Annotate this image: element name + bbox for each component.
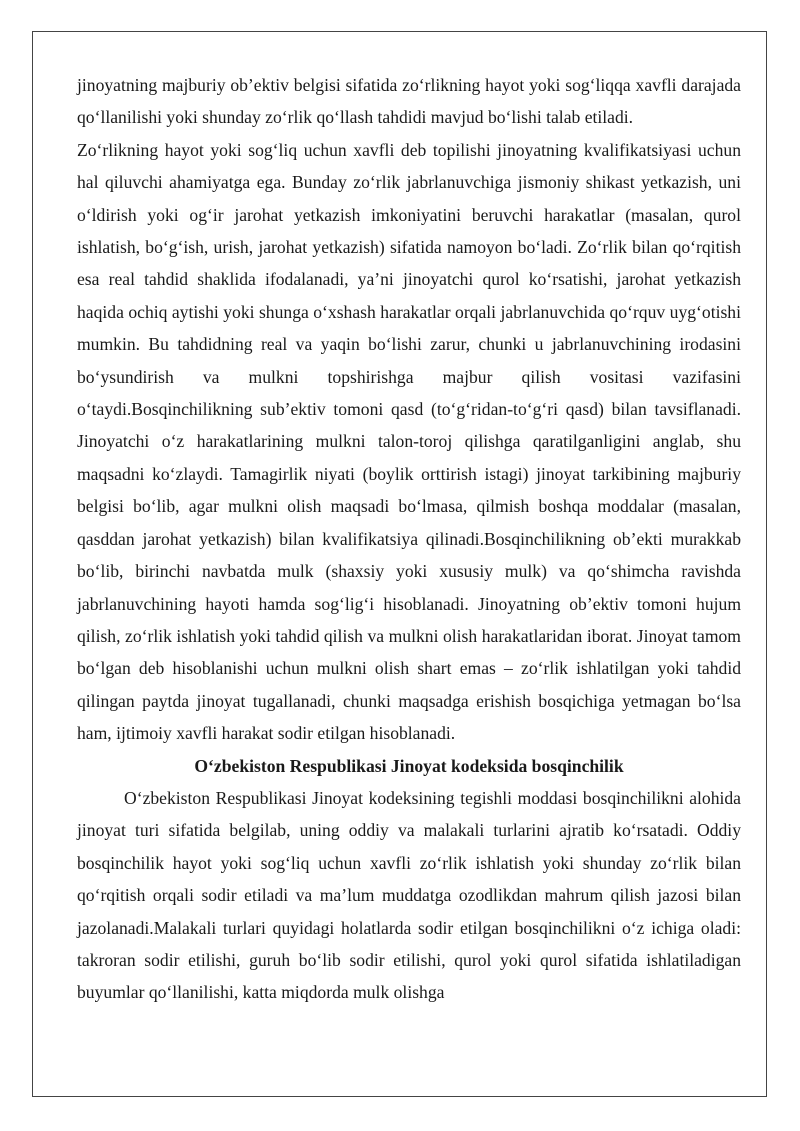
document-body [77,69,741,1009]
paragraph-2: Zo‘rlikning hayot yoki sog‘liq uchun xavfli deb topilishi jinoyatning kvalifikatsiyasi uchun hal qiluvchi ahamiyatga ega. Bunday zo‘rlik jabrlanuvchiga jismoniy shikast yetkazish, uni o‘ldirish yoki og‘ir jarohat yetkazish imkoniyatini beruvchi harakatlar (masalan, qurol ishlatish, bo‘g‘ish, urish, jarohat yetkazish) sifatida namoyon bo‘ladi. Zo‘rlik bilan qo‘rqitish esa real tahdid shaklida ifodalanadi, ya’ni jinoyatchi qurol ko‘rsatishi, jarohat yetkazish haqida ochiq aytishi yoki shunga o‘xshash harakatlar orqali jabrlanuvchida qo‘rquv uyg‘otishi mumkin. Bu tahdidning real va yaqin bo‘lishi zarur, chunki u jabrlanuvchining irodasini bo‘ysundirish va mulkni topshirishga majbur qilish vositasi vazifasini o‘taydi.Bosqinchilikning sub’ektiv tomoni qasd (to‘g‘ridan-to‘g‘ri qasd) bilan tavsiflanadi. Jinoyatchi o‘z harakatlarining mulkni talon-toroj qilishga qaratilganligini anglab, shu maqsadni ko‘zlaydi. Tamagirlik niyati (boylik orttirish istagi) jinoyat tarkibining majburiy belgisi bo‘lib, agar mulkni olish maqsadi bo‘lmasa, qilmish boshqa moddalar (masalan, qasddan jarohat yetkazish) bilan kvalifikatsiya qilinadi.Bosqinchilikning ob’ekti murakkab bo‘lib, birinchi navbatda mulk (shaxsiy yoki xususiy mulk) va qo‘shimcha ravishda jabrlanuvchining hayoti hamda sog‘lig‘i hisoblanadi. Jinoyatning ob’ektiv tomoni hujum qilish, zo‘rlik ishlatish yoki tahdid qilish va mulkni olish harakatlaridan iborat. Jinoyat tamom bo‘lgan deb hisoblanishi uchun mulkni olish shart emas – zo‘rlik ishlatilgan yoki tahdid qilingan paytda jinoyat tugallanadi, chunki maqsadga erishish bosqichiga yetmagan bo‘lsa ham, ijtimoiy xavfli harakat sodir etilgan hisoblanadi. [77,139,741,744]
paragraph-1: jinoyatning majburiy ob’ektiv belgisi sifatida zo‘rlikning hayot yoki sog‘liqqa xavfli darajada qo‘llanilishi yoki shunday zo‘rlik qo‘llash tahdidi mavjud bo‘lishi talab etiladi. [77,75,741,128]
paragraph-3: O‘zbekiston Respublikasi Jinoyat kodeksining tegishli moddasi bosqinchilikni alohida jinoyat turi sifatida belgilab, uning oddiy va malakali turlarini ajratib ko‘rsatadi. Oddiy bosqinchilik hayot yoki sog‘liq uchun xavfli zo‘rlik ishlatish yoki shunday zo‘rlik bilan qo‘rqitish orqali sodir etiladi va ma’lum muddatga ozodlikdan mahrum qilish jazosi bilan jazolanadi.Malakali turlari quyidagi holatlarda sodir etilgan bosqinchilikni o‘z ichiga oladi: takroran sodir etilishi, guruh bo‘lib sodir etilishi, qurol yoki qurol sifatida ishlatiladigan buyumlar qo‘llanilishi, katta miqdorda mulk olishga [77,787,741,1003]
section-heading: O‘zbekiston Respublikasi Jinoyat kodeksida bosqinchilik [194,755,624,776]
